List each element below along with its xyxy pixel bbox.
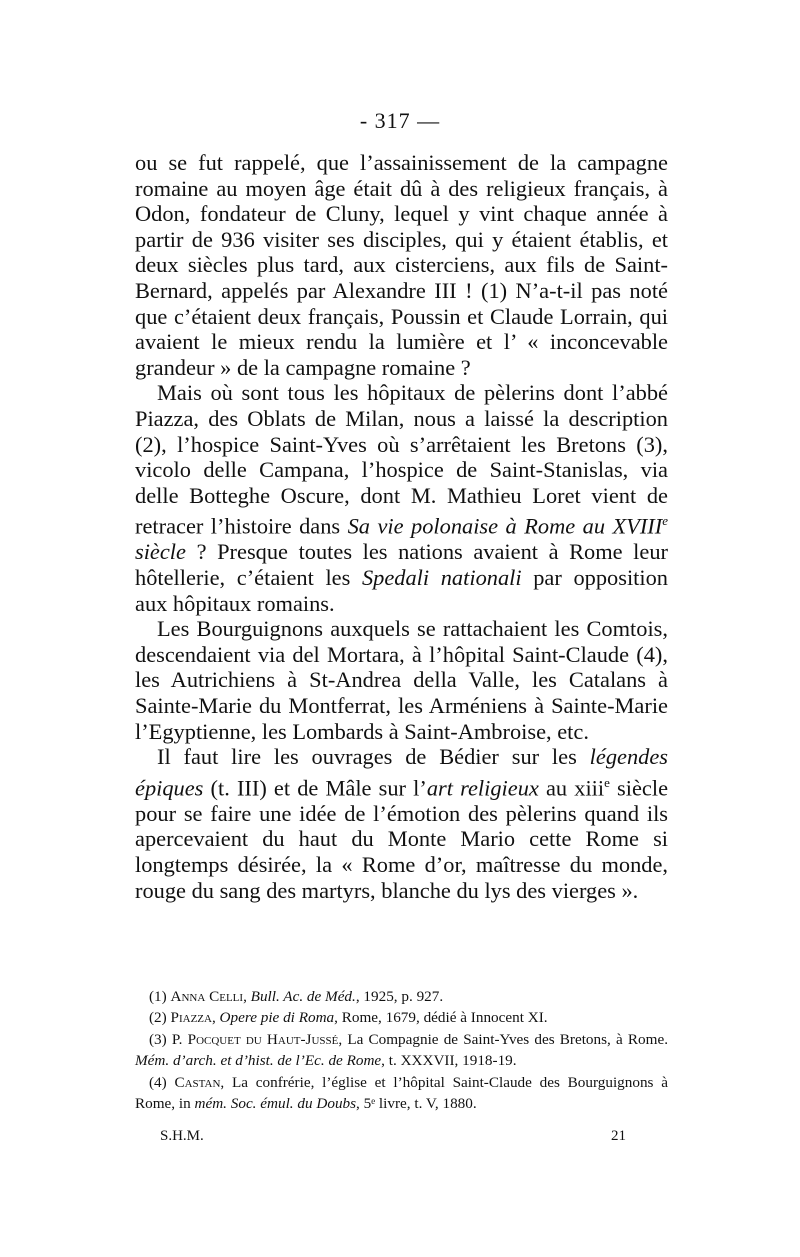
- paragraph-2-text: par opposition aux hôpitaux romains.: [135, 564, 668, 616]
- footnote-title: Opere pie di Roma: [219, 1009, 335, 1027]
- superscript: e: [604, 774, 610, 790]
- footnote-text: , Rome, 1679, dédié à Innocent XI.: [334, 1009, 548, 1027]
- footnote-text: , 1925, p. 927.: [355, 988, 444, 1005]
- footnote-author: P. Pocquet du Haut-Jussé: [171, 1030, 339, 1048]
- paragraph-4: [135, 744, 668, 903]
- footnote-sep: ,: [211, 1009, 220, 1027]
- sheet-number: 21: [611, 1128, 626, 1144]
- paragraph-4-text: Il faut lire les ouvrages de Bédier sur les: [157, 744, 590, 770]
- superscript: e: [662, 513, 669, 529]
- footnote-title: mém. Soc. émul. du Doubs: [194, 1095, 357, 1113]
- footnote-sep: ,: [243, 988, 251, 1005]
- paragraph-1-text: ou se fut rappelé, que l’assainissement de la campagne romaine au moyen âge était dû à des religieux français, à Odon, fondateur de Cluny, lequel y vint chaque année à partir de 936 visiter ses disciples, qui y étaient établis, et deux siècles plus tard, aux cisterciens, aux fils de Saint-Bernard, appelés par Alexandre III ! (1) N’a-t-il pas noté que c’étaient deux français, Poussin et Claude Lorrain, qui avaient le mieux rendu la lumière et l’ « inconcevable grandeur » de la campagne romaine ?: [135, 150, 668, 380]
- book-title-italic: Sa vie polonaise à Rome au XVIII: [347, 513, 663, 539]
- legendes-italic: légendes épiques: [135, 744, 668, 801]
- signature-mark: S.H.M.: [160, 1128, 204, 1144]
- footnote-author: Anna Celli: [170, 988, 244, 1005]
- paragraph-4-text: au xiii: [538, 775, 605, 801]
- page-number: - 317 —: [359, 108, 441, 133]
- footnotes: [135, 986, 668, 1114]
- page-footer: [160, 1128, 626, 1145]
- paragraph-1: [135, 150, 668, 380]
- spedali-italic: Spedali nationali: [361, 564, 522, 590]
- paragraph-4-text: (t. III) et de Mâle sur l’: [203, 775, 427, 801]
- footnote-number: (4): [149, 1073, 175, 1091]
- book-title-italic-end: siècle: [135, 539, 186, 565]
- footnote-number: (1): [149, 988, 171, 1005]
- footnote-4: [135, 1072, 668, 1115]
- footnote-author: Castan: [174, 1073, 221, 1091]
- footnote-3: [135, 1029, 668, 1072]
- footnote-author: Piazza: [170, 1009, 212, 1027]
- footnote-title: Bull. Ac. de Méd.: [250, 988, 356, 1005]
- paragraph-2-text: Mais où sont tous les hôpitaux de pèlerins dont l’abbé Piazza, des Oblats de Milan, nous a laissé la description (2), l’hospice Saint-Yves où s’arrêtaient les Bretons (3), vicolo delle Campana, l’hospice de Saint-Stanislas, via delle Botteghe Oscure, dont M. Mathieu Loret vient de retracer l’histoire dans: [135, 380, 668, 539]
- art-religieux-italic: art religieux: [426, 775, 539, 801]
- footnote-text: , La Compagnie de Saint-Yves des Bretons, à Rome.: [338, 1030, 668, 1048]
- footnote-2: [135, 1007, 668, 1028]
- paragraph-2-text: ? Presque toutes les nations avaient à Rome leur hôtellerie, c’étaient les: [135, 539, 668, 590]
- body-text: [135, 150, 668, 903]
- paragraph-3-text: Les Bourguignons auxquels se rattachaient les Comtois, descendaient via del Mortara, à l’hôpital Saint-Claude (4), les Autrichiens à St-Andrea della Valle, les Catalans à Sainte-Marie du Montferrat, les Arméniens à Sainte-Marie l’Egyptienne, les Lombards à Saint-Ambroise, etc.: [135, 616, 668, 744]
- paragraph-4-text: siècle pour se faire une idée de l’émotion des pèlerins quand ils apercevaient du haut du Monte Mario cette Rome si longtemps désirée, la « Rome d’or, maîtresse du monde, rouge du sang des martyrs, blanche du lys des vierges ».: [135, 775, 669, 903]
- footnote-title: Mém. d’arch. et d’hist. de l’Ec. de Rome: [135, 1052, 382, 1070]
- footnote-number: (2): [149, 1009, 171, 1027]
- footnote-text: , La confrérie, l’église et l’hôpital Saint-Claude des Bourguignons à Rome, in: [135, 1073, 668, 1113]
- paragraph-2: [135, 380, 668, 616]
- footnote-number: (3): [149, 1030, 172, 1048]
- footnote-text: , 5ᵉ livre, t. V, 1880.: [356, 1095, 477, 1113]
- footnote-text: , t. XXXVII, 1918-19.: [381, 1052, 517, 1070]
- paragraph-3: [135, 616, 668, 744]
- footnote-1: [135, 986, 668, 1007]
